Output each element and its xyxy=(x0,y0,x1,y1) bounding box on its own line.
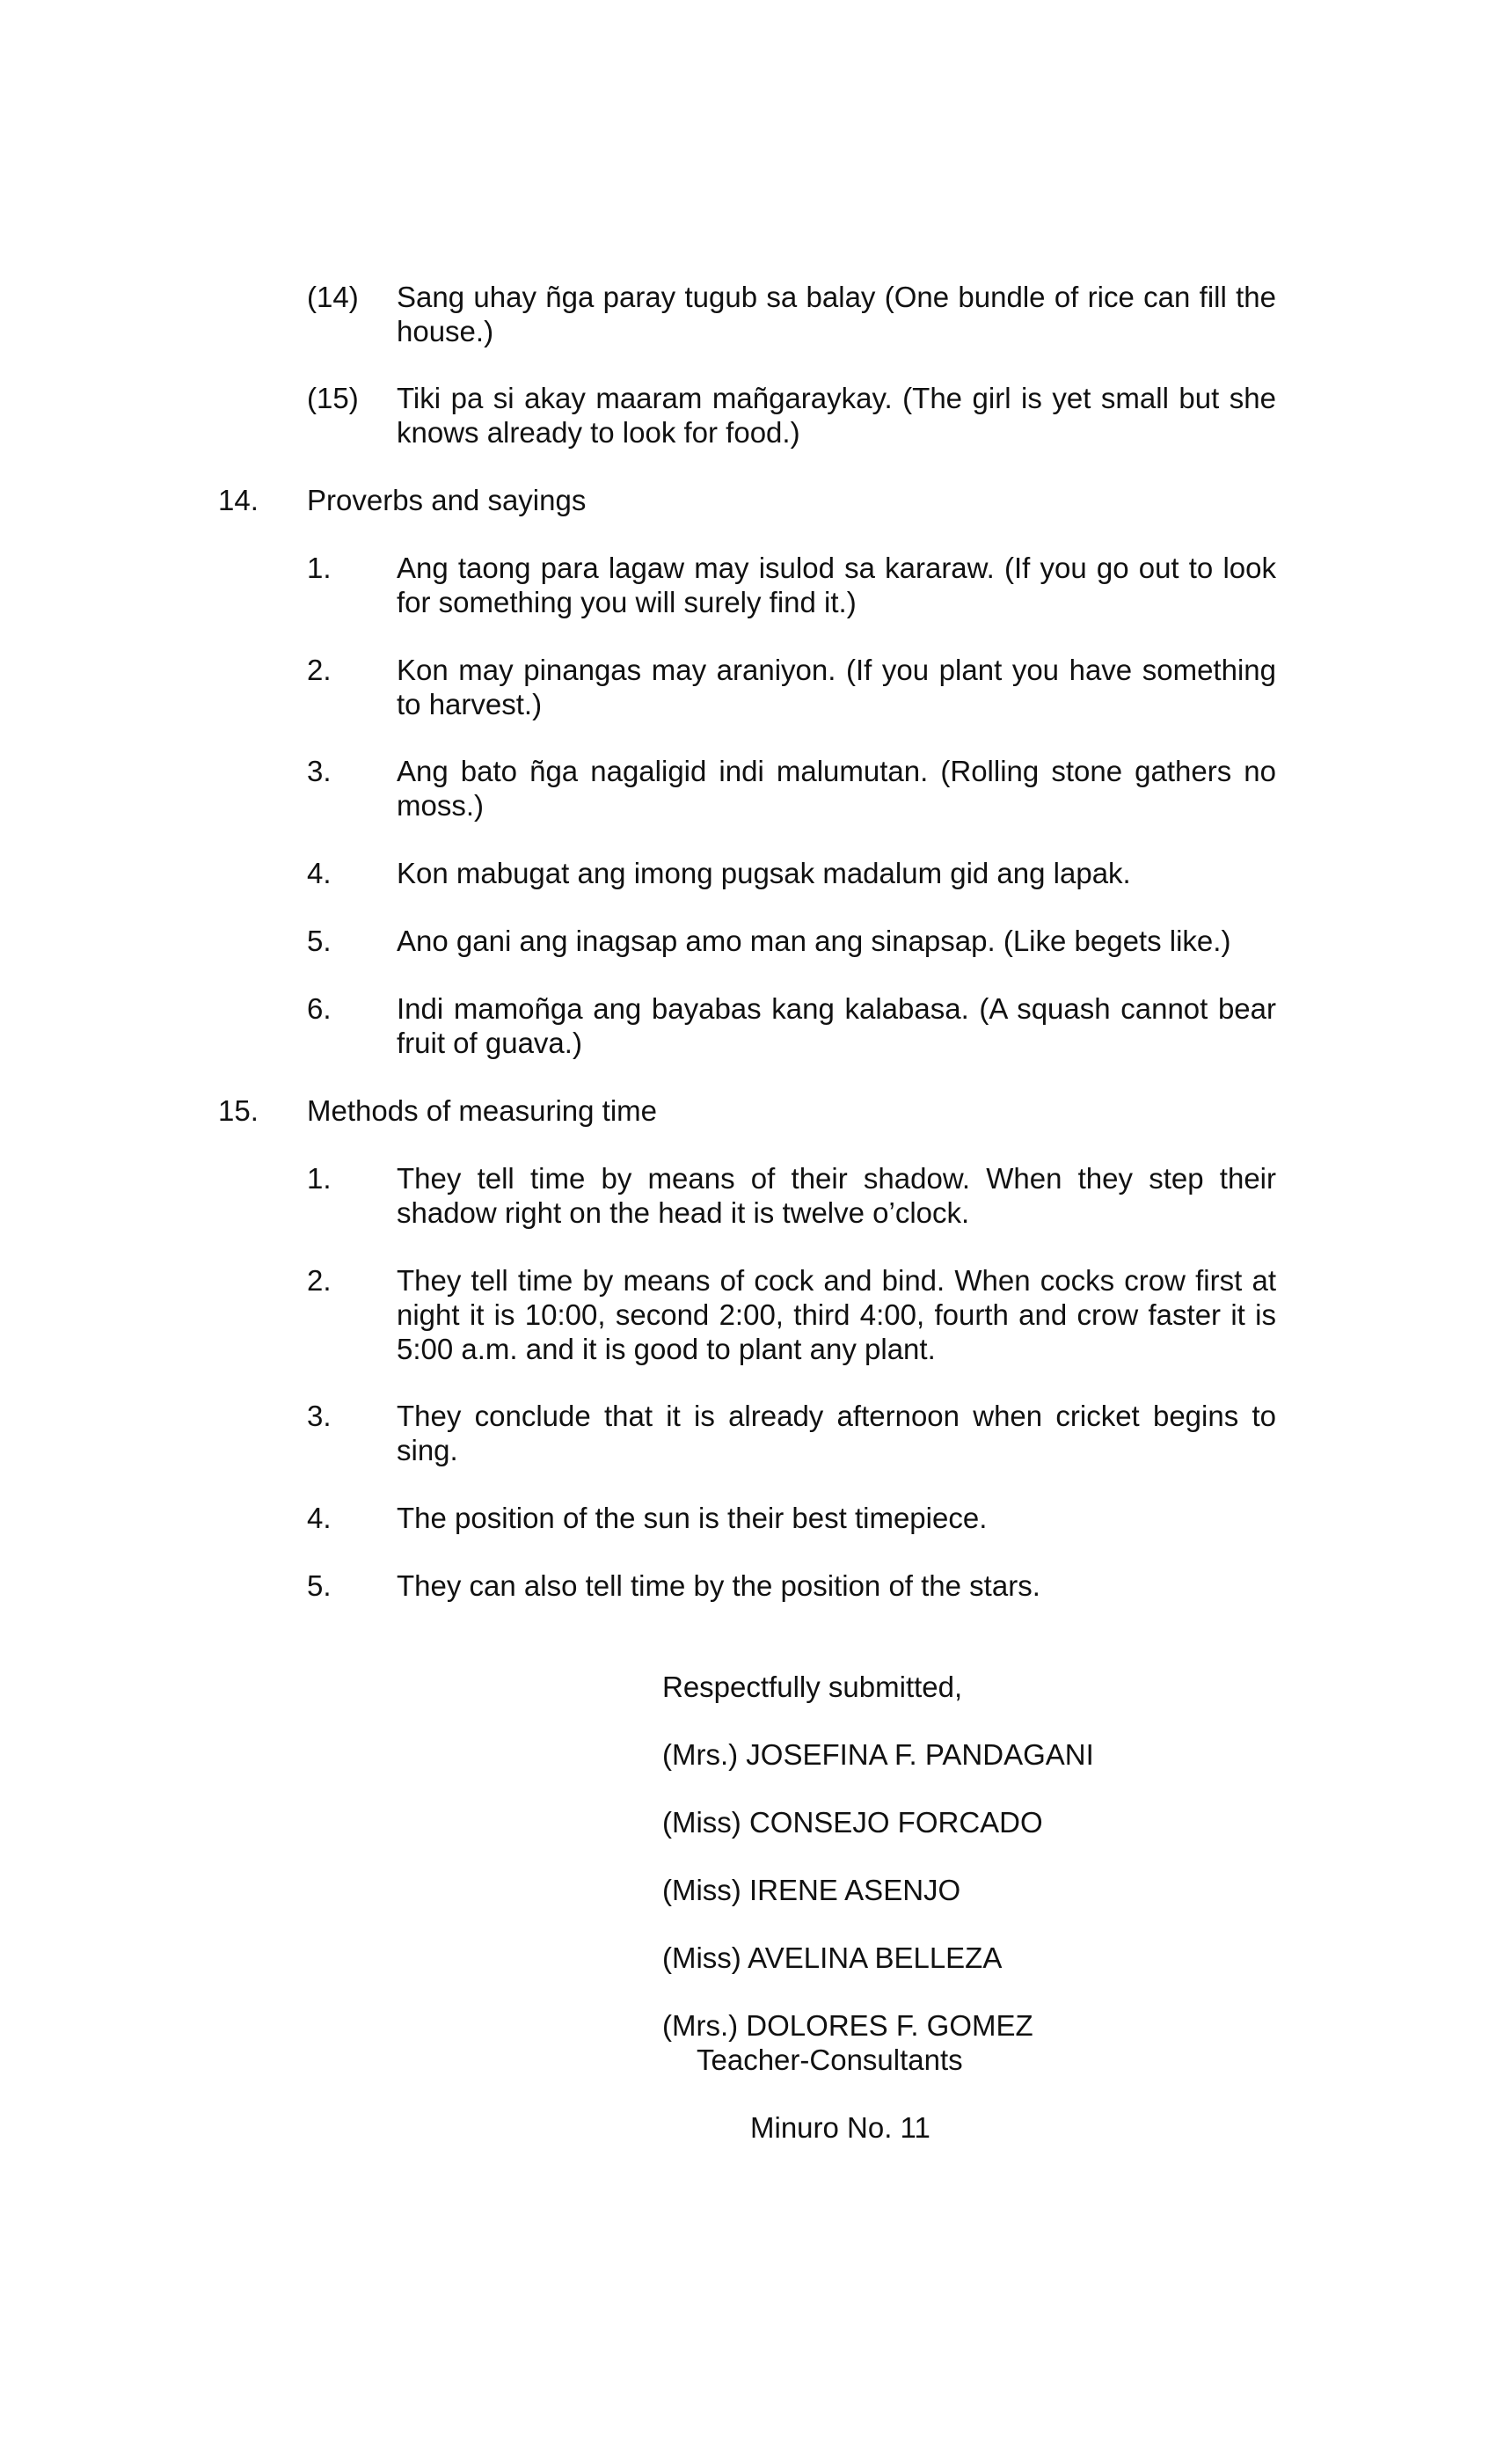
closing-salutation: Respectfully submitted, xyxy=(662,1671,963,1703)
section-title: Methods of measuring time xyxy=(307,1094,658,1127)
list-item-number: 1. xyxy=(307,552,332,584)
list-item-number: (15) xyxy=(307,382,359,414)
list-item-number: 2. xyxy=(307,654,332,686)
signatory: (Miss) IRENE ASENJO xyxy=(662,1874,961,1906)
section-number: 14. xyxy=(218,484,259,516)
list-item-text: Indi mamoñga ang bayabas kang kalabasa. (A squash cannot bear fruit of guava.) xyxy=(397,992,1276,1059)
list-item-number: 3. xyxy=(307,755,332,787)
list-item-number: 5. xyxy=(307,925,332,957)
list-item-text: They conclude that it is already afternoon when cricket begins to sing. xyxy=(397,1400,1276,1466)
list-item-number: 6. xyxy=(307,992,332,1025)
signatory: (Mrs.) JOSEFINA F. PANDAGANI xyxy=(662,1738,1094,1771)
list-item-number: 1. xyxy=(307,1162,332,1195)
signatory: (Miss) CONSEJO FORCADO xyxy=(662,1806,1043,1839)
list-item-text: Sang uhay ñga paray tugub sa balay (One bundle of rice can fill the house.) xyxy=(397,281,1276,347)
section-number: 15. xyxy=(218,1094,259,1127)
list-item-text: Kon mabugat ang imong pugsak madalum gid ang lapak. xyxy=(397,857,1131,889)
list-item-text: They tell time by means of their shadow. When they step their shadow right on the head it is twelve o’clock. xyxy=(397,1162,1276,1229)
signatory: (Miss) AVELINA BELLEZA xyxy=(662,1941,1003,1974)
list-item-number: 3. xyxy=(307,1400,332,1432)
list-item-number: (14) xyxy=(307,281,359,313)
list-item-number: 5. xyxy=(307,1569,332,1602)
place-line: Minuro No. 11 xyxy=(750,2111,930,2144)
list-item-text: Tiki pa si akay maaram mañgaraykay. (The girl is yet small but she knows already to look for food.) xyxy=(397,382,1276,449)
list-item-text: They tell time by means of cock and bind. When cocks crow first at night it is 10:00, second 2:00, third 4:00, fourth and crow faster it is 5:00 a.m. and it is good to plant any plant. xyxy=(397,1264,1276,1365)
list-item-text: Ang bato ñga nagaligid indi malumutan. (Rolling stone gathers no moss.) xyxy=(397,755,1276,822)
list-item-number: 4. xyxy=(307,857,332,889)
list-item-text: They can also tell time by the position of the stars. xyxy=(397,1569,1040,1602)
list-item-number: 4. xyxy=(307,1502,332,1534)
signatory-role: Teacher-Consultants xyxy=(697,2044,963,2076)
list-item-text: The position of the sun is their best timepiece. xyxy=(397,1502,988,1534)
section-title: Proverbs and sayings xyxy=(307,484,587,516)
signatory: (Mrs.) DOLORES F. GOMEZ xyxy=(662,2009,1033,2042)
list-item-number: 2. xyxy=(307,1264,332,1297)
list-item-text: Kon may pinangas may araniyon. (If you plant you have something to harvest.) xyxy=(397,654,1276,720)
list-item-text: Ano gani ang inagsap amo man ang sinapsap. (Like begets like.) xyxy=(397,925,1231,957)
list-item-text: Ang taong para lagaw may isulod sa kararaw. (If you go out to look for something you will surely find it.) xyxy=(397,552,1276,618)
